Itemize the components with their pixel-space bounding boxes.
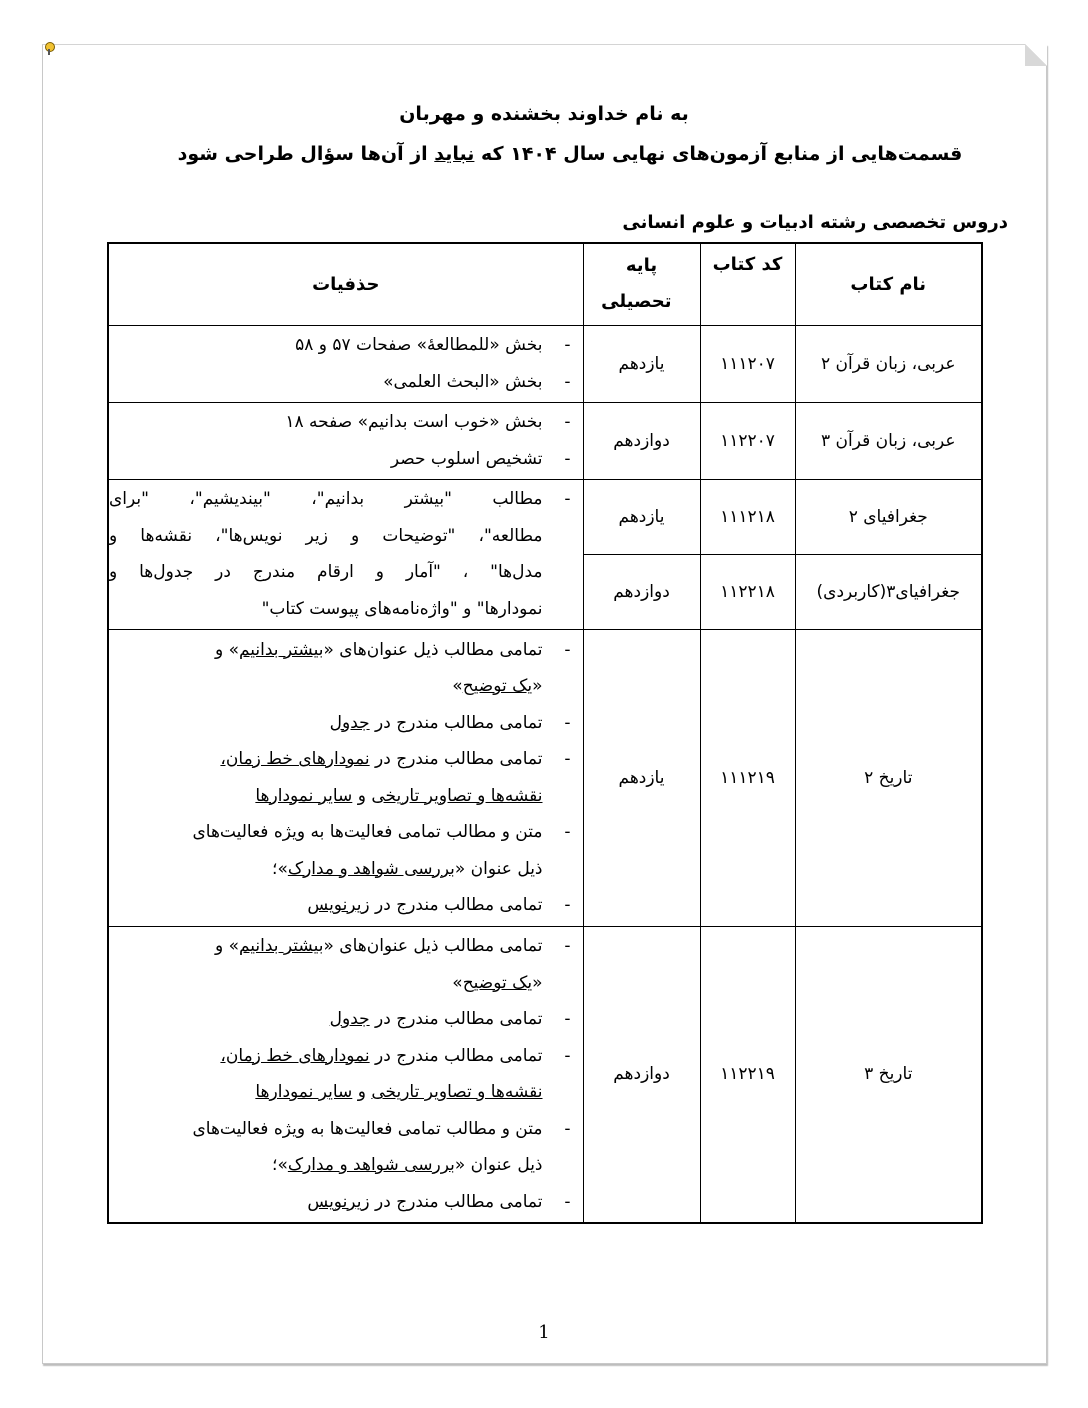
grade: یازدهم [583, 325, 700, 402]
book-code: ۱۱۲۲۱۸ [700, 554, 795, 629]
deletion-continuation: ذیل عنوان «بررسی شواهد و مدارک»؛ [272, 858, 543, 879]
deletion-continuation: «یک توضیح» [452, 676, 543, 696]
deletion-continuation: مدل‌ها" ، "آمار و ارقام مندرج در جدول‌ها و [109, 562, 543, 582]
deletion-continuation: نقشه‌ها و تصاویر تاریخی و سایر نمودارها [255, 785, 543, 806]
deletion-continuation: «یک توضیح» [452, 972, 543, 993]
basmala-title: به نام خداوند بخشنده و مهربان [399, 103, 689, 125]
book-name: تاریخ ۳ [795, 926, 982, 1223]
deletion-item: - تمامی مطالب مندرج در زیرنویس [307, 1191, 571, 1212]
document-subtitle: قسمت‌هایی از منابع آزمون‌های نهایی سال ۱۴۰۴ که نباید از آن‌ها سؤال طراحی شود [177, 143, 963, 165]
table-row [108, 402, 982, 479]
deletion-item: - تمامی مطالب مندرج در جدول [329, 712, 571, 733]
deletion-item: - تمامی مطالب ذیل عنوان‌های «بیشتر بدانیم» و [214, 936, 571, 957]
grade: یازدهم [583, 479, 700, 554]
deletion-item: - تمامی مطالب مندرج در نمودارهای خط زمان، [220, 1045, 571, 1066]
pushpin-icon [44, 42, 54, 54]
header-deletions: حذفیات [108, 243, 583, 325]
deletion-continuation: ذیل عنوان «بررسی شواهد و مدارک»؛ [272, 1155, 543, 1176]
deletion-item: - تمامی مطالب مندرج در زیرنویس [307, 895, 571, 915]
table-row [108, 479, 982, 554]
deletion-continuation: نقشه‌ها و تصاویر تاریخی و سایر نمودارها [255, 1082, 543, 1103]
section-heading: دروس تخصصی رشته ادبیات و علوم انسانی [622, 212, 1008, 233]
table-row [108, 325, 982, 402]
book-code: ۱۱۲۲۰۷ [700, 402, 795, 479]
deletion-item: - متن و مطالب تمامی فعالیت‌ها به ویژه فعالیت‌های [192, 1118, 571, 1139]
deletion-item: - تمامی مطالب مندرج در جدول [329, 1009, 571, 1030]
book-code: ۱۱۱۲۱۹ [700, 629, 795, 926]
page-fold-corner [1025, 44, 1047, 66]
book-name: جغرافیای ۲ [795, 479, 982, 554]
header-book-name: نام کتاب [795, 243, 982, 325]
book-name: عربی، زبان قرآن ۳ [795, 402, 982, 479]
grade: یازدهم [583, 629, 700, 926]
table-row [108, 629, 982, 926]
deletions-cell [108, 629, 583, 926]
table-row [108, 926, 982, 1223]
deletion-continuation: مطالعه"، "توضیحات و زیر نویس‌ها"، نقشه‌ها و [109, 525, 543, 546]
deletion-continuation: نمودارها" و "واژه‌نامه‌های پیوست کتاب" [261, 598, 543, 619]
deletion-item: - بخش «للمطالعهٔ» صفحات ۵۷ و ۵۸ [295, 335, 571, 355]
book-code: ۱۱۱۲۰۷ [700, 325, 795, 402]
book-name: عربی، زبان قرآن ۲ [795, 325, 982, 402]
book-name: تاریخ ۲ [795, 629, 982, 926]
deletion-item: - مطالب "بیشتر بدانیم"، "بیندیشیم"، "برای [109, 489, 571, 509]
table-header-row [108, 243, 982, 325]
grade: دوازدهم [583, 554, 700, 629]
deletions-cell [108, 926, 583, 1223]
deletion-item: - بخش «البحث العلمی» [383, 371, 571, 392]
deletion-item: - متن و مطالب تمامی فعالیت‌ها به ویژه فعالیت‌های [192, 822, 571, 842]
deletions-cell [108, 479, 583, 629]
deletions-cell [108, 325, 583, 402]
header-book-code: کد کتاب [700, 243, 795, 325]
deletions-table [107, 242, 983, 1224]
book-code: ۱۱۲۲۱۹ [700, 926, 795, 1223]
page-number: 1 [538, 1322, 550, 1343]
deletion-item: - تمامی مطالب مندرج در نمودارهای خط زمان، [220, 749, 571, 769]
deletion-item: - بخش «خوب است بدانیم» صفحه ۱۸ [285, 412, 571, 432]
book-name: جغرافیای۳(کاربردی) [795, 554, 982, 629]
book-code: ۱۱۱۲۱۸ [700, 479, 795, 554]
deletion-item: - تشخیص اسلوب حصر [390, 448, 571, 469]
deletions-cell [108, 402, 583, 479]
header-grade: پایه تحصیلی [583, 243, 700, 325]
grade: دوازدهم [583, 402, 700, 479]
deletion-item: - تمامی مطالب ذیل عنوان‌های «بیشتر بدانیم» و [214, 639, 571, 660]
grade: دوازدهم [583, 926, 700, 1223]
